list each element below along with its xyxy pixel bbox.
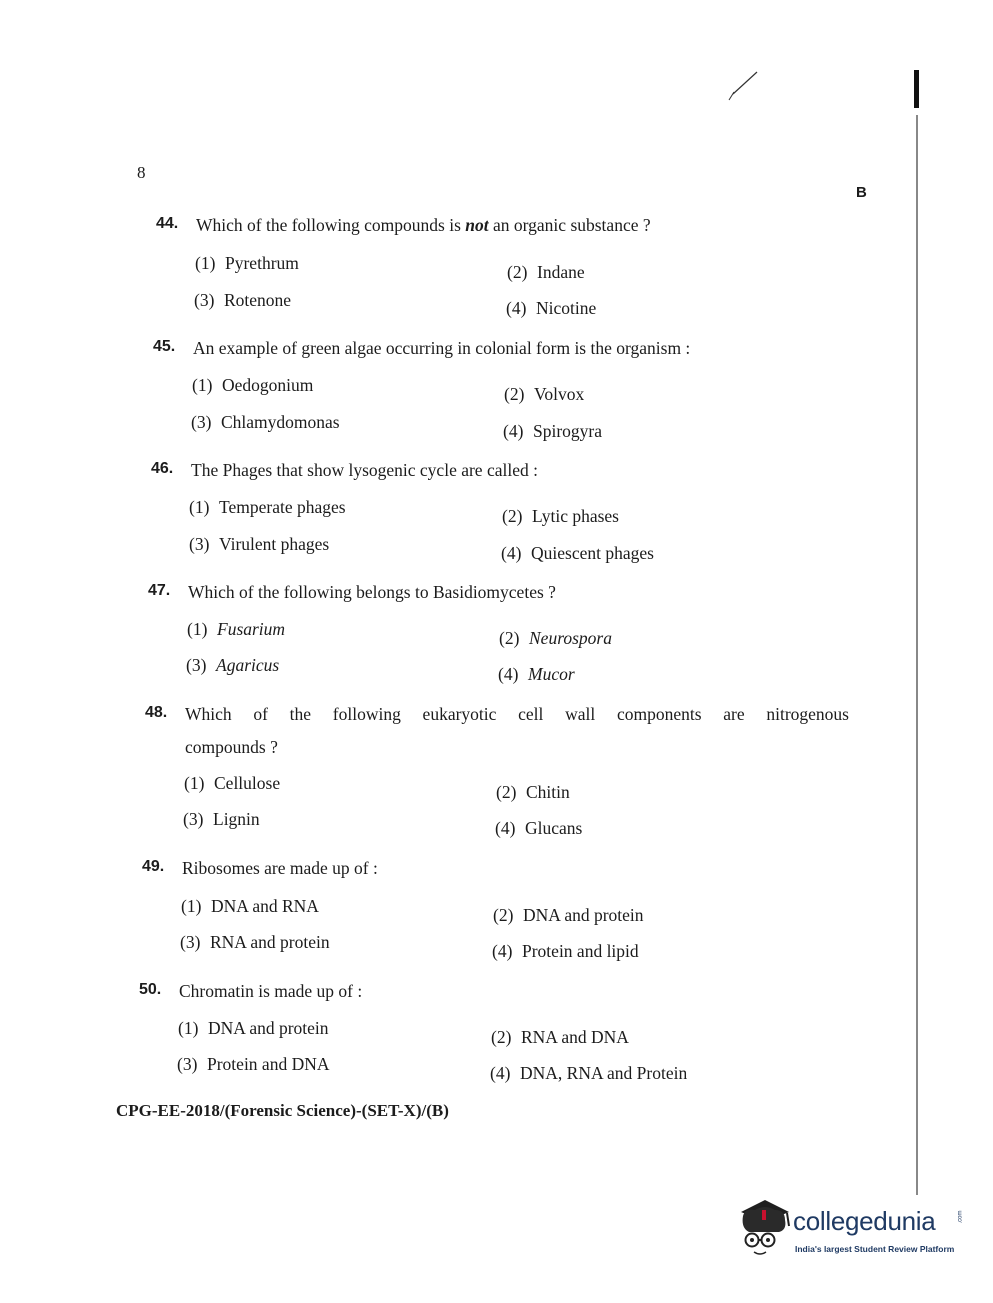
- question-number: 49.: [142, 858, 165, 875]
- question-number: 45.: [153, 338, 176, 355]
- option-48-1[interactable]: (1) Cellulose: [184, 773, 281, 793]
- option-50-4[interactable]: (4) DNA, RNA and Protein: [490, 1063, 688, 1083]
- option-50-1[interactable]: (1) DNA and protein: [178, 1018, 329, 1038]
- option-46-3[interactable]: (3) Virulent phages: [189, 534, 330, 554]
- option-44-1[interactable]: (1) Pyrethrum: [195, 253, 299, 273]
- option-48-2[interactable]: (2) Chitin: [496, 782, 570, 802]
- option-45-2[interactable]: (2) Volvox: [504, 384, 585, 404]
- option-45-4[interactable]: (4) Spirogyra: [503, 421, 603, 441]
- option-48-3[interactable]: (3) Lignin: [183, 809, 260, 829]
- option-49-4[interactable]: (4) Protein and lipid: [492, 941, 639, 961]
- option-47-1[interactable]: (1) Fusarium: [187, 619, 286, 639]
- option-46-2[interactable]: (2) Lytic phases: [502, 506, 619, 526]
- mascot-icon: [735, 1196, 793, 1258]
- paper-code: CPG-EE-2018/(Forensic Science)-(SET-X)/(B): [116, 1101, 449, 1120]
- option-49-2[interactable]: (2) DNA and protein: [493, 905, 644, 925]
- question-text: The Phages that show lysogenic cycle are called :: [191, 460, 538, 480]
- option-47-3[interactable]: (3) Agaricus: [186, 655, 280, 675]
- question-number: 48.: [145, 704, 168, 721]
- question-number: 47.: [148, 582, 171, 599]
- option-46-1[interactable]: (1) Temperate phages: [189, 497, 346, 517]
- question-text: Which of the following compounds is not an organic substance ?: [196, 215, 651, 235]
- option-47-4[interactable]: (4) Mucor: [498, 664, 575, 684]
- option-44-3[interactable]: (3) Rotenone: [194, 290, 292, 310]
- option-46-4[interactable]: (4) Quiescent phages: [501, 543, 654, 563]
- brand-suffix: .com: [957, 1210, 964, 1224]
- option-44-2[interactable]: (2) Indane: [507, 262, 585, 282]
- question-text: An example of green algae occurring in colonial form is the organism :: [193, 338, 691, 358]
- scan-edge-bar: [914, 70, 919, 108]
- option-48-4[interactable]: (4) Glucans: [495, 818, 583, 838]
- question-number: 50.: [139, 981, 162, 998]
- option-49-1[interactable]: (1) DNA and RNA: [181, 896, 319, 916]
- question-text: Chromatin is made up of :: [179, 981, 363, 1001]
- question-number: 44.: [156, 215, 179, 232]
- question-text-line-1: Which of the following eukaryotic cell wall components are nitrogenous: [185, 704, 849, 724]
- question-number: 46.: [151, 460, 174, 477]
- brand-name: collegedunia: [793, 1206, 936, 1236]
- option-44-4[interactable]: (4) Nicotine: [506, 298, 597, 318]
- scan-edge-line: [916, 115, 918, 1195]
- question-text: Which of the following belongs to Basidiomycetes ?: [188, 582, 556, 602]
- option-45-1[interactable]: (1) Oedogonium: [192, 375, 314, 395]
- option-50-2[interactable]: (2) RNA and DNA: [491, 1027, 629, 1047]
- set-code: B: [856, 184, 867, 201]
- question-text: Ribosomes are made up of :: [182, 858, 378, 878]
- page-number: 8: [137, 163, 146, 182]
- brand-tagline: India's largest Student Review Platform: [795, 1244, 955, 1254]
- option-45-3[interactable]: (3) Chlamydomonas: [191, 412, 340, 432]
- question-text-line-2: compounds ?: [185, 737, 278, 757]
- option-50-3[interactable]: (3) Protein and DNA: [177, 1054, 330, 1074]
- pen-mark: [725, 70, 759, 102]
- option-49-3[interactable]: (3) RNA and protein: [180, 932, 330, 952]
- option-47-2[interactable]: (2) Neurospora: [499, 628, 612, 648]
- collegedunia-logo: [735, 1196, 965, 1260]
